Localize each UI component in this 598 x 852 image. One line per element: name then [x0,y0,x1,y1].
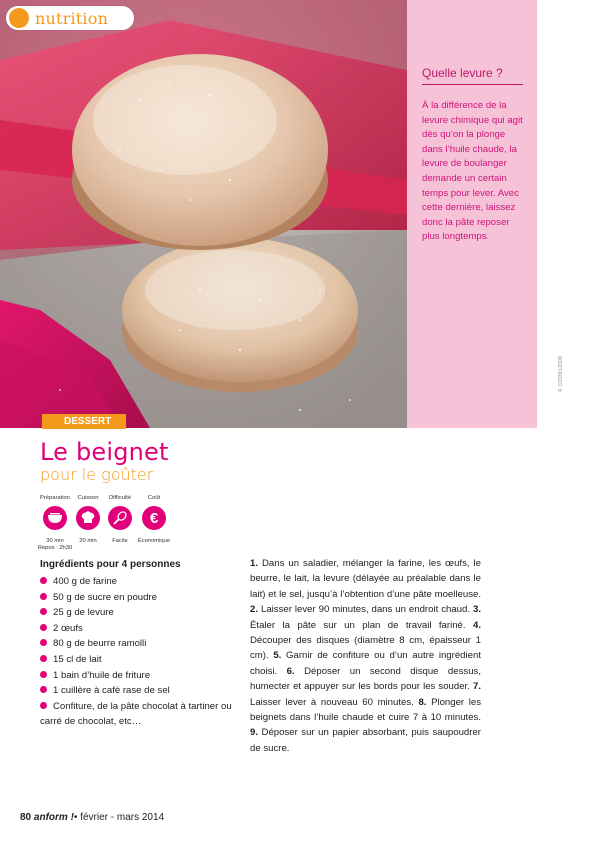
tip-text: À la différence de la levure chimique qui agit dès qu’on la plonge dans l’huile chaude, la levure de boulanger demande un certain temps pour lever. Avec cette dernière, laissez donc la pâte reposer plus longtemps. [422,100,523,243]
bullet-icon [40,702,47,709]
step-text: Plonger les beignets dans l’huile chaude et cuire 7 à 10 minutes. [250,696,481,724]
list-item: 80 g de beurre ramolli [40,636,240,652]
bullet-icon [40,639,47,646]
bullet-icon [40,686,47,693]
footer-separator: • [73,812,78,823]
info-caption: Cuisson [77,495,99,501]
info-value: Économique [137,538,171,544]
step-number: 1. [250,558,259,569]
info-caption: Difficulté [108,495,132,501]
list-item: 50 g de sucre en poudre [40,590,240,606]
info-cost [127,495,181,545]
info-caption: Coût [147,495,161,501]
beignets-illustration [0,0,407,428]
page-number: 80 [20,812,32,823]
step-text: Laisser lever 90 minutes, dans un endroit chaud. [260,604,471,616]
page-footer [20,812,164,823]
step-number: 9. [250,727,259,739]
list-item: 25 g de levure [40,605,240,621]
step-text: Déposer sur un papier absorbant, puis saupoudrer de sucre. [250,727,481,754]
recipe-title: Le beignet [40,438,169,466]
tip-panel [407,0,537,428]
info-value: 20 min [79,538,97,544]
step-number: 6. [286,665,295,677]
section-label [6,6,134,30]
step-number: 5. [273,650,282,662]
magazine-name: anform ! [33,812,74,823]
recipe-photo [0,0,407,428]
list-item: 1 bain d’huile de friture [40,668,240,684]
bullet-icon [40,577,47,584]
euro-icon: € [142,506,166,530]
bullet-icon [40,671,47,678]
step-number: 3. [472,604,481,616]
recipe-steps [250,556,481,756]
step-number: 7. [472,681,481,693]
tip-title: Quelle levure ? [422,66,523,85]
step-text: Découper des disques (diamètre 8 cm, épaisseur 1 cm). [250,635,481,662]
step-text: Garnir de confiture ou d’un autre ingrédient choisi. [250,650,481,677]
info-value: 30 min Repos : 2h30 [37,538,73,551]
step-number: 2. [250,604,259,616]
ingredients-list [40,574,240,730]
list-item: 400 g de farine [40,574,240,590]
step-number: 8. [418,696,427,708]
list-item: 15 cl de lait [40,652,240,668]
step-text: Déposer un second disque dessus, humecter et appuyer sur les bords pour les souder. [250,665,482,693]
bullet-icon [40,608,47,615]
photo-credit: © COOKLOOK [558,355,564,392]
step-text: Laisser lever à nouveau 60 minutes. [250,696,414,708]
recipe-subtitle: pour le goûter [40,465,154,484]
ingredients-title: Ingrédients pour 4 personnes [40,559,181,570]
list-item: 1 cuillère à café rase de sel [40,683,240,699]
section-title: nutrition [35,8,109,28]
list-item: Confiture, de la pâte chocolat à tartiner ou carré de chocolat, etc… [40,700,232,728]
step-number: 4. [472,619,481,631]
bullet-icon [40,624,47,631]
category-tag: DESSERT [42,414,126,429]
list-item: 2 œufs [40,621,240,637]
issue-date: février - mars 2014 [80,812,165,823]
step-text: Dans un saladier, mélanger la farine, les œufs, le beurre, le lait, la levure (délayée au préalable dans le lait) et le sel, jusqu’à l’obtention d’une pâte moelleuse. [250,558,481,600]
section-dot-icon [9,8,29,28]
step-text: Étaler la pâte sur un plan de travail fariné. [250,619,466,631]
info-value: Facile [112,538,128,544]
bullet-icon [40,655,47,662]
info-caption: Préparation [40,495,70,501]
bullet-icon [40,593,47,600]
